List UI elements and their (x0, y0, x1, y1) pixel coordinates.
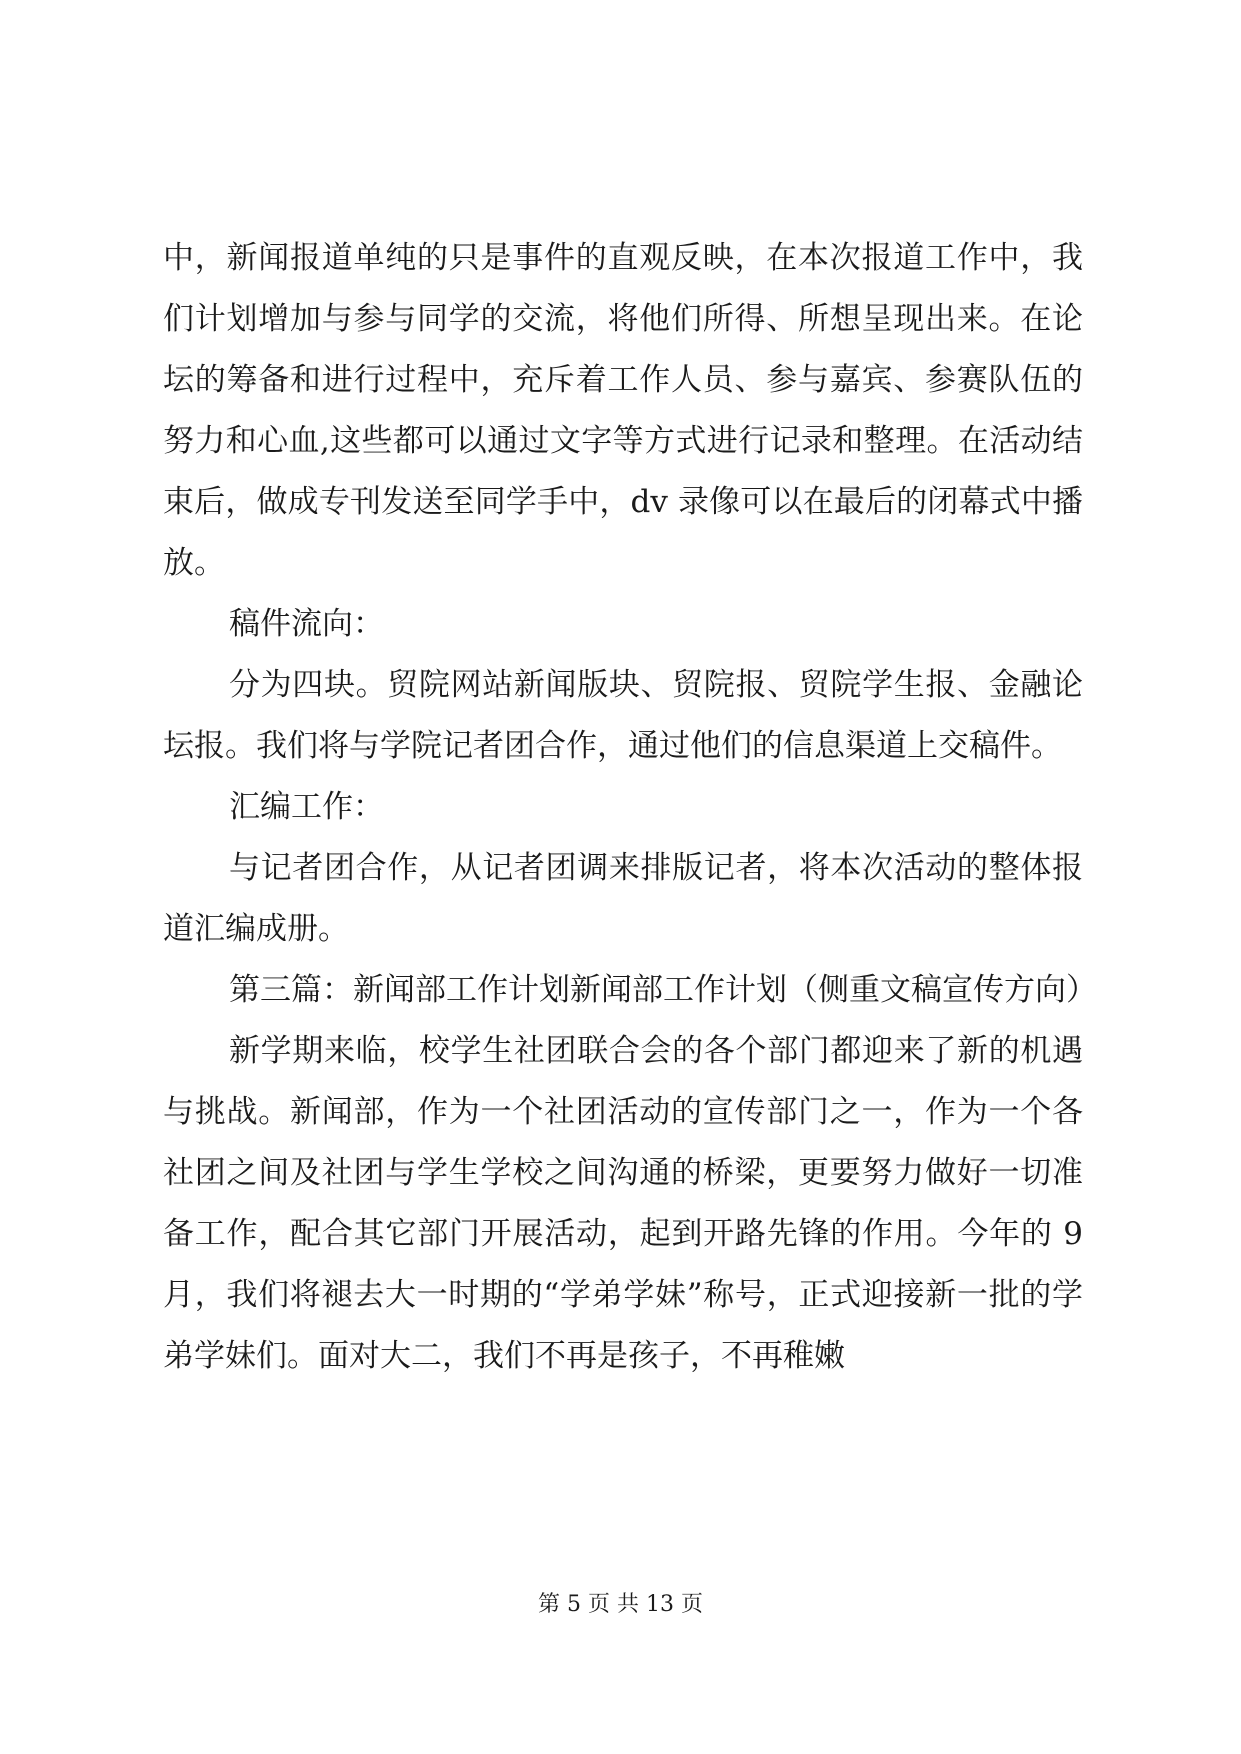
heading-manuscript-flow: 稿件流向： (229, 606, 384, 642)
heading-part-three: 第三篇：新闻部工作计划新闻部工作计划（侧重文稿宣传方向） (229, 972, 1097, 1008)
paragraph-new-semester: 新学期来临，校学生社团联合会的各个部门都迎来了新的机遇与挑战。新闻部，作为一个社团活动的宣传部门之一，作为一个各社团之间及社团与学生学校之间沟通的桥梁，更要努力做好一切准备工作，配合其它部门开展活动，起到开路先锋的作用。今年的 9 月，我们将褪去大一时期的“学弟学妹”称号，正式迎接新一批的学弟学妹们。面对大二，我们不再是孩子，不再稚嫩 (163, 1033, 1083, 1374)
paragraph-compilation-work: 与记者团合作，从记者团调来排版记者，将本次活动的整体报道汇编成册。 (163, 850, 1083, 947)
paragraph-1: 中，新闻报道单纯的只是事件的直观反映，在本次报道工作中，我们计划增加与参与同学的交流，将他们所得、所想呈现出来。在论坛的筹备和进行过程中，充斥着工作人员、参与嘉宾、参赛队伍的努力和心血,这些都可以通过文字等方式进行记录和整理。在活动结束后，做成专刊发送至同学手中，dv 录像可以在最后的闭幕式中播放。 (163, 240, 1083, 581)
heading-compilation-work: 汇编工作： (229, 789, 384, 825)
page-number-footer: 第 5 页 共 13 页 (538, 1592, 703, 1617)
document-body (163, 228, 1097, 1387)
paragraph-manuscript-flow: 分为四块。贸院网站新闻版块、贸院报、贸院学生报、金融论坛报。我们将与学院记者团合作，通过他们的信息渠道上交稿件。 (163, 667, 1083, 764)
